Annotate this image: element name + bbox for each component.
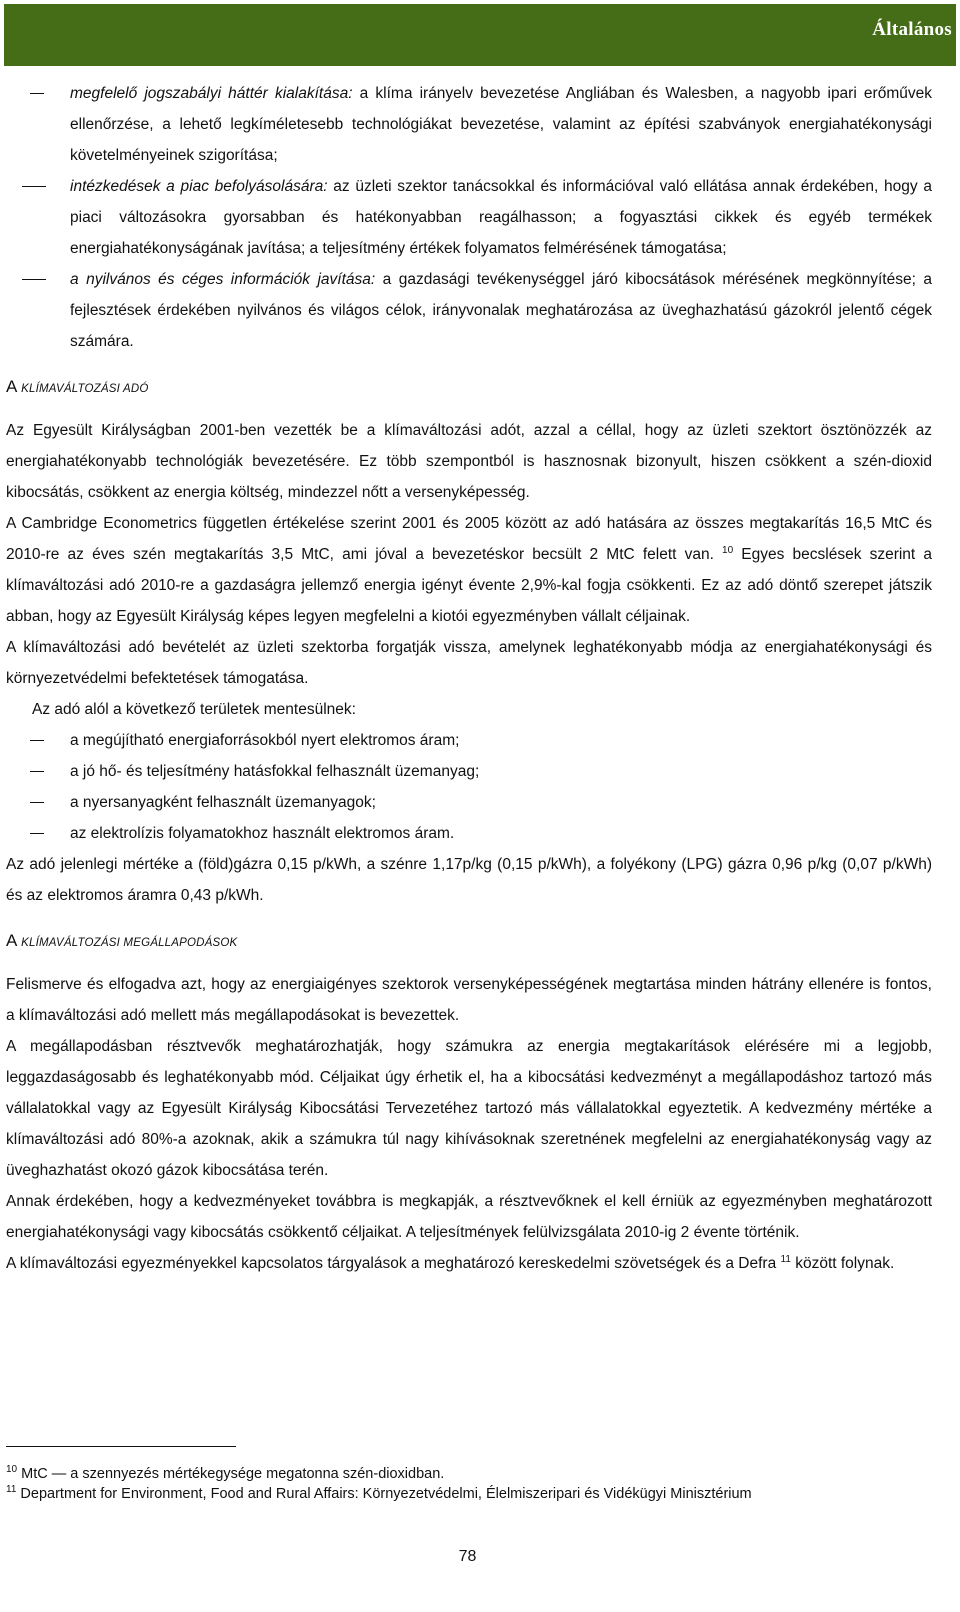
dash-icon (30, 802, 44, 803)
dash-icon (30, 771, 44, 772)
bullet-text: a gazdasági tevékenységgel járó kibocsátások mérésének megkönnyítése; a fejlesztések érdekében nyilvános és világos célok, irányvonalak meghatározása az üveghazhatású gázokról jelentő cégek számára. (70, 271, 932, 350)
bullet-text: az üzleti szektor tanácsokkal és információval való ellátása annak érdekében, hogy a piaci változásokra gyorsabban és hatékonyabban reagálhasson; a fogyasztási cikkek és egyéb termékek energiahatékonyságának javítása; a teljesítmény értékek folyamatos felmérésének támogatása; (70, 178, 933, 257)
header-bar (4, 4, 956, 66)
page-content (6, 78, 932, 1279)
paragraph: A Cambridge Econometrics független értékelése szerint 2001 és 2005 között az adó hatására az összes megtakarítás 16,5 MtC és 2010-re az éves szén megtakarítás 3,5 MtC, ami jóval a bevezetéskor becsült 2 MtC felett van. $^{10}$ Egyes becslések szerint a klímaváltozási adó 2010-re a gazdaságra jellemző energia igényt évente 2,9%-kal fogja csökkenti. Ez az adó döntő szerepet játszik abban, hogy az Egyesült Királyság képes legyen megfelelni a kiotói egyezményben vállalt céljainak. (6, 515, 932, 625)
paragraph: Az adó alól a következő területek mentesülnek: (32, 701, 356, 718)
dash-icon (22, 186, 46, 187)
section-heading-tax: A KLÍMAVÁLTOZÁSI ADÓ (6, 377, 149, 396)
paragraph: Az Egyesült Királyságban 2001-ben vezették be a klímaváltozási adót, azzal a céllal, hogy az üzleti szektort ösztönözzék az energiahatékonyabb technológiák bevezetésére. Ez több szempontból is hasznosnak bizonyult, hiszen csökkent a szén-dioxid kibocsátás, csökkent az energia költség, mindezzel nőtt a versenyképesség. (6, 422, 932, 501)
footnote-ref[interactable]: 10 (722, 544, 734, 556)
exemption-item: a nyersanyagként felhasznált üzemanyagok; (6, 787, 932, 818)
exemption-item: az elektrolízis folyamatokhoz használt elektromos áram. (6, 818, 932, 849)
footnote-divider (6, 1446, 236, 1447)
bullet-label: a nyilvános és céges információk javítása: (70, 271, 376, 288)
dash-icon (30, 93, 44, 94)
page-number: 78 (458, 1548, 477, 1565)
dash-icon (30, 833, 44, 834)
bullet-item (6, 171, 932, 264)
paragraph: Felismerve és elfogadva azt, hogy az energiaigényes szektorok versenyképességének megtartása minden hátrány ellenére is fontos, a klímaváltozási adó mellett más megállapodásokat is bevezettek. (6, 976, 932, 1024)
exemption-item: a jó hő- és teljesítmény hatásfokkal felhasznált üzemanyag; (6, 756, 932, 787)
section-heading-agreements: A KLÍMAVÁLTOZÁSI MEGÁLLAPODÁSOK (6, 931, 238, 950)
exemption-item: a megújítható energiaforrásokból nyert elektromos áram; (6, 725, 932, 756)
header-title: Általános (872, 19, 952, 40)
footnote-ref[interactable]: 11 (780, 1253, 791, 1265)
dash-icon (30, 740, 44, 741)
bullet-item (6, 78, 932, 171)
paragraph: Az adó jelenlegi mértéke a (föld)gázra 0,15 p/kWh, a szénre 1,17p/kg (0,15 p/kWh), a folyékony (LPG) gázra 0,96 p/kg (0,07 p/kWh) és az elektromos áramra 0,43 p/kWh. (6, 856, 932, 904)
paragraph: Annak érdekében, hogy a kedvezményeket továbbra is megkapják, a résztvevőknek el kell érniük az egyezményben meghatározott energiahatékonysági vagy kibocsátás csökkentő céljaikat. A teljesítmények felülvizsgálata 2010-ig 2 évente történik. (6, 1193, 932, 1241)
paragraph: A klímaváltozási adó bevételét az üzleti szektorba forgatják vissza, amelynek leghatékonyabb módja az energiahatékonysági és környezetvédelmi befektetések támogatása. (6, 639, 932, 687)
bullet-label: megfelelő jogszabályi háttér kialakítása: (70, 85, 353, 102)
footnote: $^{10}$ MtC — a szennyezés mértékegysége megatonna szén-dioxidban. (6, 1464, 445, 1482)
bullet-text: a klíma irányelv bevezetése Angliában és Walesben, a nagyobb ipari erőművek ellenőrzése, a lehető legkíméletesebb technológiákat bevezetése, valamint az építési szabványok energiahatékonysági követelményeinek szigorítása; (70, 85, 932, 164)
paragraph: A megállapodásban résztvevők meghatározhatják, hogy számukra az energia megtakarítások elérésére mi a legjobb, leggazdaságosabb és leghatékonyabb mód. Céljaikat úgy érhetik el, ha a kibocsátási kedvezményt a megállapodáshoz tartozó más vállalatokkal vagy az Egyesült Királyság Kibocsátási Tervezetéhez tartozó más vállalatokkal egyeztetik. A kedvezmény mértéke a klímaváltozási adó 80%-a azoknak, akik a számukra túl nagy kihívásoknak szeretnének megfelelni az energiahatékonyság vagy az üveghazhatást okozó gázok kibocsátása terén. (6, 1038, 932, 1179)
bullet-item (6, 264, 932, 357)
bullet-label: intézkedések a piac befolyásolására: (70, 178, 328, 195)
footnote: $^{11}$ Department for Environment, Food and Rural Affairs: Környezetvédelmi, Élelmiszeripari és Vidékügyi Minisztérium (6, 1484, 752, 1502)
paragraph: A klímaváltozási egyezményekkel kapcsolatos tárgyalások a meghatározó kereskedelmi szövetségek és a Defra $^{11}$ között folynak. (6, 1253, 895, 1272)
dash-icon (22, 279, 46, 280)
